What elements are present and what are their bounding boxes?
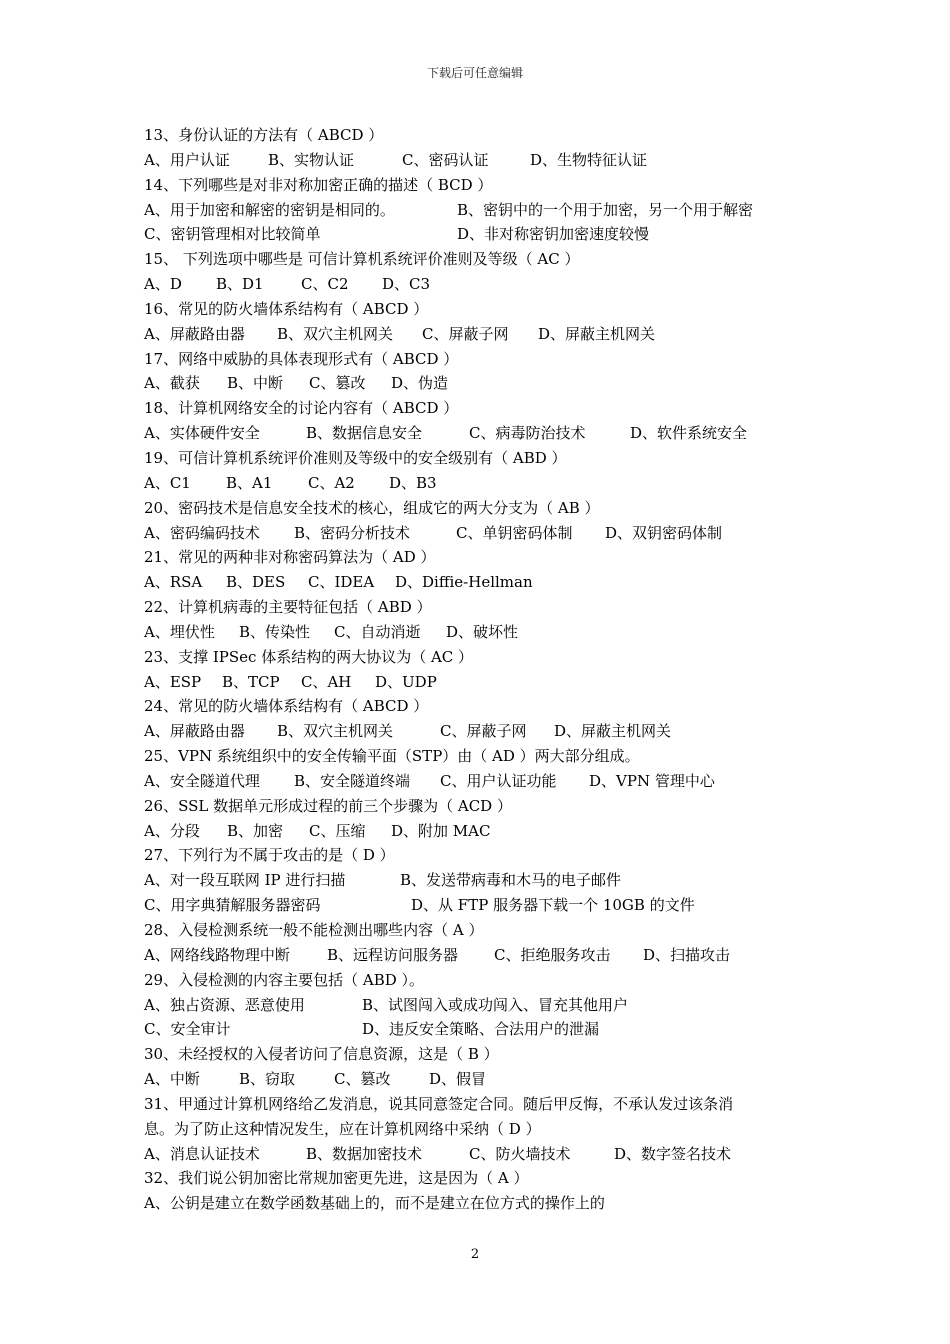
options-row — [144, 1067, 814, 1092]
option-text: B、TCP — [222, 672, 280, 691]
question-text: 15、 下列选项中哪些是 可信计算机系统评价准则及等级（ AC ） — [144, 250, 580, 269]
option-text: C、篡改 — [334, 1070, 391, 1089]
option-text: C、密码认证 — [402, 150, 489, 169]
option-text: C、IDEA — [308, 573, 375, 592]
options-row — [144, 222, 814, 247]
options-row — [144, 943, 814, 968]
option-text: D、违反安全策略、合法用户的泄漏 — [362, 1020, 600, 1039]
option-text: B、密码分析技术 — [294, 523, 411, 542]
option-text: A、截获 — [144, 374, 200, 393]
option-text: A、对一段互联网 IP 进行扫描 — [144, 871, 346, 890]
option-text: A、C1 — [144, 473, 191, 492]
question-text: 22、计算机病毒的主要特征包括（ ABD ） — [144, 598, 432, 617]
option-text: D、附加 MAC — [391, 821, 491, 840]
option-text: D、扫描攻击 — [643, 945, 731, 964]
options-row — [144, 1017, 814, 1042]
option-text: C、病毒防治技术 — [469, 424, 586, 443]
option-text: B、双穴主机网关 — [277, 722, 394, 741]
option-text: B、传染性 — [239, 622, 311, 641]
option-text: C、用字典猜解服务器密码 — [144, 896, 321, 915]
document-body — [144, 123, 814, 1216]
option-text: A、ESP — [144, 672, 202, 691]
option-text: C、C2 — [301, 275, 349, 294]
option-text: C、A2 — [308, 473, 355, 492]
option-text: B、密钥中的一个用于加密，另一个用于解密 — [457, 200, 754, 219]
option-text: B、远程访问服务器 — [327, 945, 459, 964]
option-text: A、屏蔽路由器 — [144, 324, 245, 343]
options-row — [144, 521, 814, 546]
option-text: B、中断 — [227, 374, 284, 393]
option-text: C、用户认证功能 — [440, 771, 557, 790]
question-text: 16、常见的防火墙体系结构有（ ABCD ） — [144, 299, 429, 318]
question-text: 30、未经授权的入侵者访问了信息资源，这是（ B ） — [144, 1045, 499, 1064]
option-text: B、安全隧道终端 — [294, 771, 411, 790]
option-text: D、UDP — [375, 672, 437, 691]
question-text: 28、入侵检测系统一般不能检测出哪些内容（ A ） — [144, 921, 484, 939]
option-text: C、安全审计 — [144, 1020, 231, 1039]
option-text: B、DES — [226, 573, 286, 592]
options-row — [144, 198, 814, 223]
option-text: A、密码编码技术 — [144, 523, 260, 542]
question-text: 21、常见的两种非对称密码算法为（ AD ） — [144, 548, 436, 567]
options-row — [144, 719, 814, 744]
options-row — [144, 893, 814, 918]
options-row — [144, 868, 814, 893]
option-text: D、非对称密钥加密速度较慢 — [457, 225, 650, 244]
option-text: D、B3 — [389, 473, 437, 492]
option-text: B、双穴主机网关 — [277, 324, 394, 343]
option-text: D、从 FTP 服务器下载一个 10GB 的文件 — [411, 896, 695, 915]
option-text: A、屏蔽路由器 — [144, 722, 245, 741]
option-text: C、屏蔽子网 — [422, 324, 509, 343]
options-row — [144, 670, 814, 695]
options-row — [144, 272, 814, 297]
option-text: A、分段 — [144, 821, 200, 840]
option-text: B、实物认证 — [268, 150, 355, 169]
option-text: A、实体硬件安全 — [144, 424, 260, 443]
option-text: B、D1 — [216, 275, 264, 294]
option-text: B、试图闯入或成功闯入、冒充其他用户 — [362, 995, 629, 1014]
question-text: 23、支撑 IPSec 体系结构的两大协议为（ AC ） — [144, 647, 474, 666]
option-text: B、窃取 — [239, 1070, 296, 1089]
question-text: 13、身份认证的方法有（ ABCD ） — [144, 126, 384, 144]
option-text: D、屏蔽主机网关 — [554, 722, 672, 741]
options-row — [144, 1142, 814, 1167]
question-text: 24、常见的防火墙体系结构有（ ABCD ） — [144, 697, 429, 716]
page-number: 2 — [470, 1247, 480, 1262]
question-text: 31、甲通过计算机网络给乙发消息，说其同意签定合同。随后甲反悔，不承认发过该条消 — [144, 1094, 734, 1113]
options-row — [144, 993, 814, 1018]
option-text: B、加密 — [227, 821, 284, 840]
option-text: C、单钥密码体制 — [456, 523, 573, 542]
option-text: A、中断 — [144, 1070, 200, 1089]
option-text: A、D — [144, 275, 182, 294]
question-text: 26、SSL 数据单元形成过程的前三个步骤为（ ACD ） — [144, 796, 512, 815]
option-text: C、AH — [301, 672, 352, 691]
option-text: D、双钥密码体制 — [605, 523, 723, 542]
option-text: B、发送带病毒和木马的电子邮件 — [400, 871, 622, 890]
options-row — [144, 819, 814, 844]
option-text: B、A1 — [226, 473, 273, 492]
question-text: 18、计算机网络安全的讨论内容有（ ABCD ） — [144, 399, 459, 418]
option-text: D、数字签名技术 — [614, 1144, 732, 1163]
question-text: 14、下列哪些是对非对称加密正确的描述（ BCD ） — [144, 175, 493, 194]
options-row — [144, 620, 814, 645]
option-text: A、RSA — [144, 573, 203, 592]
option-text: A、用户认证 — [144, 150, 230, 169]
option-text: C、屏蔽子网 — [440, 722, 527, 741]
question-text: 27、下列行为不属于攻击的是（ D ） — [144, 846, 395, 865]
options-row — [144, 769, 814, 794]
option-text: D、生物特征认证 — [530, 150, 648, 169]
question-text: A、公钥是建立在数学函数基础上的，而不是建立在位方式的操作上的 — [144, 1194, 605, 1213]
option-text: C、防火墙技术 — [469, 1144, 571, 1163]
option-text: C、篡改 — [309, 374, 366, 393]
options-row — [144, 148, 814, 173]
question-text: 息。为了防止这种情况发生，应在计算机网络中采纳（ D ） — [144, 1119, 541, 1138]
question-text: 19、可信计算机系统评价准则及等级中的安全级别有（ ABD ） — [144, 448, 567, 467]
options-row — [144, 322, 814, 347]
question-text: 17、网络中威胁的具体表现形式有（ ABCD ） — [144, 349, 459, 368]
options-row — [144, 421, 814, 446]
option-text: A、独占资源、恶意使用 — [144, 995, 305, 1014]
options-row — [144, 371, 814, 396]
option-text: D、破坏性 — [446, 622, 519, 641]
question-text: 20、密码技术是信息安全技术的核心，组成它的两大分支为（ AB ） — [144, 498, 600, 517]
option-text: B、数据信息安全 — [306, 424, 423, 443]
option-text: D、伪造 — [391, 374, 449, 393]
option-text: A、安全隧道代理 — [144, 771, 260, 790]
page-header: 下载后可任意编辑 — [426, 66, 523, 80]
option-text: C、自动消逝 — [334, 622, 421, 641]
option-text: A、埋伏性 — [144, 622, 215, 641]
option-text: C、密钥管理相对比较简单 — [144, 225, 321, 244]
option-text: C、压缩 — [309, 821, 366, 840]
option-text: D、C3 — [382, 275, 431, 294]
option-text: D、软件系统安全 — [630, 424, 748, 443]
options-row — [144, 570, 814, 595]
question-text: 29、入侵检测的内容主要包括（ ABD ）。 — [144, 970, 425, 989]
option-text: B、数据加密技术 — [306, 1144, 423, 1163]
option-text: C、拒绝服务攻击 — [494, 945, 611, 964]
question-text: 32、我们说公钥加密比常规加密更先进，这是因为（ A ） — [144, 1169, 529, 1188]
option-text: A、网络线路物理中断 — [144, 945, 290, 964]
options-row — [144, 471, 814, 496]
option-text: D、屏蔽主机网关 — [538, 324, 656, 343]
question-text: 25、VPN 系统组织中的安全传输平面（STP）由（ AD ）两大部分组成。 — [144, 747, 640, 766]
option-text: D、Diffie-Hellman — [395, 573, 533, 592]
option-text: A、消息认证技术 — [144, 1144, 260, 1163]
option-text: D、VPN 管理中心 — [589, 771, 715, 790]
option-text: A、用于加密和解密的密钥是相同的。 — [144, 200, 395, 219]
option-text: D、假冒 — [429, 1070, 487, 1089]
